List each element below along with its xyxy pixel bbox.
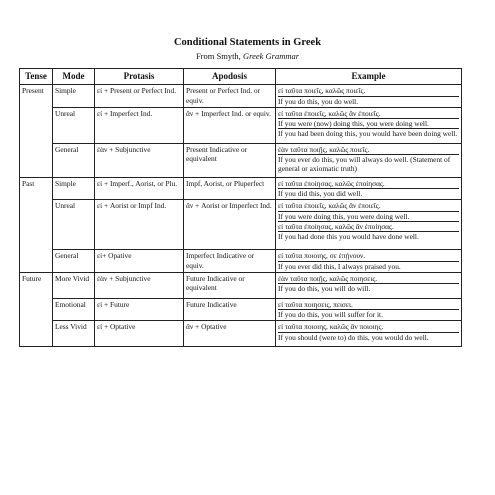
apodosis-cell: Future Indicative (184, 298, 276, 321)
mode-cell: General (53, 143, 95, 177)
mode-cell: More Vivid (53, 272, 95, 298)
protasis-cell: εἰ + Imperf., Aorist, or Plu. (95, 177, 184, 200)
table-row (20, 143, 462, 177)
subtitle-prefix: From Smyth, (195, 51, 243, 61)
header-example: Example (276, 69, 462, 85)
table-row (20, 298, 462, 321)
table-row (20, 107, 462, 143)
header-row (20, 69, 462, 85)
mode-cell: Unreal (53, 107, 95, 143)
example-line: If you ever do this, you will always do well. (Statement of (278, 155, 451, 164)
example-line: If you ever did this, I always praised you. (278, 261, 401, 271)
example-cell (276, 85, 462, 108)
conditionals-table (19, 68, 462, 347)
example-cell (276, 321, 462, 347)
mode-cell: Simple (53, 85, 95, 108)
example-cell (276, 177, 462, 200)
example-line: If you do this, you do well. (278, 96, 359, 106)
table-body (20, 85, 462, 347)
example-cell (276, 250, 462, 273)
example-line: εἰ ταῦτα ποιοιης, σε ἐπῄνουν. (278, 251, 459, 261)
header-mode: Mode (53, 69, 95, 85)
example-line: ἐὰν ταῦτα ποιῇς, καλῶς ποιεῖς. (278, 145, 459, 155)
protasis-cell: εἰ + Aorist or Impf Ind. (95, 200, 184, 250)
example-line: εἰ ταῦτα ἐποίησας, καλῶς ἐποίησας. (278, 179, 459, 189)
example-line: If you were (now) doing this, you were doing well. (278, 119, 459, 129)
example-line: εἰ ταῦτα ἐποίησας, καλῶς ἂν ἐποίησας. (278, 222, 459, 232)
header-tense: Tense (20, 69, 53, 85)
protasis-cell: εἰ + Imperfect Ind. (95, 107, 184, 143)
protasis-cell: εἰ + Optative (95, 321, 184, 347)
table-row (20, 200, 462, 250)
example-line: If you do this, you will suffer for it. (278, 310, 383, 319)
table-row (20, 250, 462, 273)
example-line: If you had done this you would have done well. (278, 232, 419, 241)
protasis-cell: εἰ + Present or Perfect Ind. (95, 85, 184, 108)
example-line: ἐὰν ταῦτα ποιῇς, καλῶς ποιησεις. (278, 274, 459, 284)
table-row (20, 321, 462, 347)
example-line: εἰ ταῦτα ἐποιεῖς, καλῶς ἂν ἐποιεῖς. (278, 201, 459, 211)
example-line: εἰ ταῦτα ποιησεις, πεισει. (278, 300, 459, 310)
tense-cell: Past (20, 177, 53, 272)
mode-cell: Less Vivid (53, 321, 95, 347)
protasis-cell: εἰ+ Opative (95, 250, 184, 273)
subtitle-source: Greek Grammar (242, 51, 300, 61)
mode-cell: Unreal (53, 200, 95, 250)
table-row (20, 272, 462, 298)
protasis-cell: εἰ + Future (95, 298, 184, 321)
example-cell (276, 298, 462, 321)
apodosis-cell: ἄν + Optative (184, 321, 276, 347)
header-apodosis: Apodosis (184, 69, 276, 85)
example-cell (276, 272, 462, 298)
document-title: Conditional Statements in Greek (173, 37, 322, 48)
apodosis-cell: Future Indicative or equivalent (184, 272, 276, 298)
protasis-cell: ἐὰν + Subjunctive (95, 272, 184, 298)
example-line: εἰ ταῦτα ἐποιεῖς, καλῶς ἂν ἐποιεῖς. (278, 109, 459, 119)
example-cell (276, 200, 462, 250)
example-line: If you did this, you did well. (278, 189, 363, 198)
example-line: If you do this, you will do will. (278, 284, 371, 293)
mode-cell: General (53, 250, 95, 273)
example-line: If you had been doing this, you would have been doing well. (278, 129, 458, 139)
tense-cell: Present (20, 85, 53, 178)
table-row (20, 177, 462, 200)
apodosis-cell: Present or Perfect Ind. or equiv. (184, 85, 276, 108)
example-line: general or axiomatic truth) (278, 164, 358, 174)
apodosis-cell: Imperfect Indicative or equiv. (184, 250, 276, 273)
tense-cell: Future (20, 272, 53, 347)
mode-cell: Simple (53, 177, 95, 200)
example-line: εἰ ταῦτα ποιεῖς, καλῶς ποιεῖς. (278, 86, 459, 96)
header-protasis: Protasis (95, 69, 184, 85)
document-subtitle (0, 51, 495, 61)
example-line: If you were doing this, you were doing well. (278, 212, 459, 222)
example-cell (276, 143, 462, 177)
apodosis-cell: ἄν + Imperfect Ind. or equiv. (184, 107, 276, 143)
table-row (20, 85, 462, 108)
apodosis-cell: Impf, Aorist, or Pluperfect (184, 177, 276, 200)
example-line: If you should (were to) do this, you would do well. (278, 332, 429, 342)
apodosis-cell: Present Indicative or equivalent (184, 143, 276, 177)
mode-cell: Emotional (53, 298, 95, 321)
example-cell (276, 107, 462, 143)
apodosis-cell: ἄν + Aorist or Imperfect Ind. (184, 200, 276, 250)
example-line: εἰ ταῦτα ποιοιης, καλῶς ἂν ποιοιης. (278, 322, 459, 332)
protasis-cell: ἐὰν + Subjunctive (95, 143, 184, 177)
